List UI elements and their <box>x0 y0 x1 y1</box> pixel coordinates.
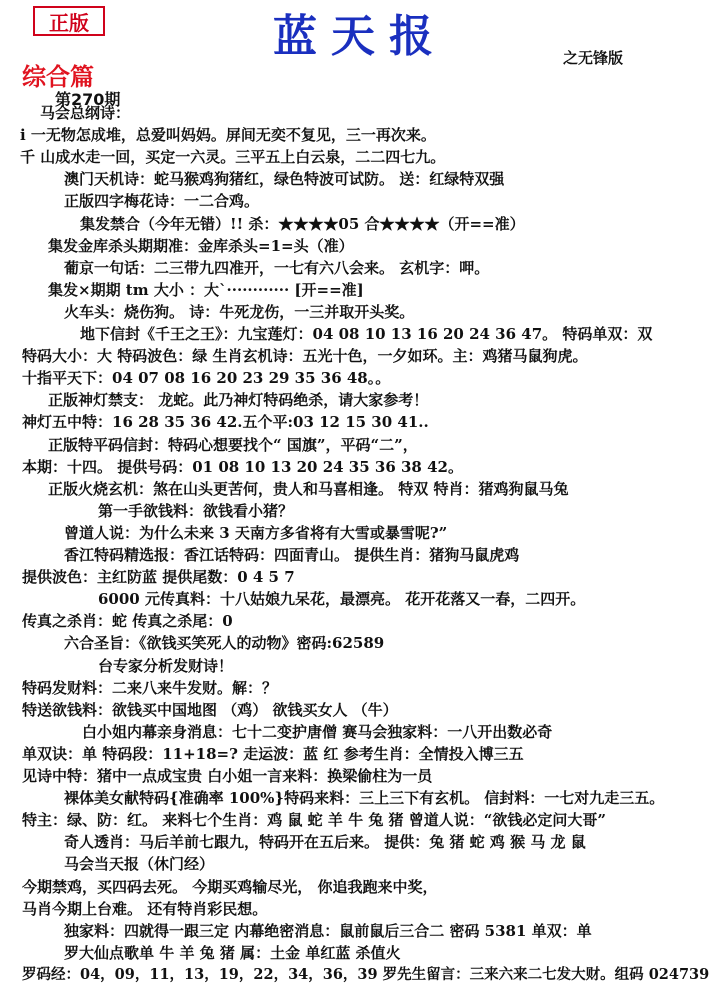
content-line: 罗大仙点歌单 牛 羊 兔 猪 属：土金 单红蓝 杀值火 <box>64 943 401 962</box>
content-line: 葡京一句话：二三带九四准开，一七有六八会来。 玄机字：呷。 <box>64 258 490 277</box>
content-line: 马肖今期上台难。 还有特肖彩民想。 <box>22 899 268 918</box>
content-line: 单双诀：单 特码段：11+18=? 走运波：蓝 红 参考生肖：全情投入博三五 <box>22 744 524 763</box>
content-line: 特主：绿、防：红。 来料七个生肖：鸡 鼠 蛇 羊 牛 兔 猪 曾道人说：“欲钱必定问大哥” <box>22 811 607 830</box>
content-line: i 一无物怎成堆，总爱叫妈妈。屏间无奕不复见，三一再次来。 <box>20 126 436 145</box>
official-edition-badge: 正版 <box>33 6 105 36</box>
content-line: 6000 元传真料：十八姑娘九呆花，最漂亮。 花开花落又一春，二四开。 <box>98 590 586 609</box>
edition-label: 之无锋版 <box>563 49 624 67</box>
content-line: 十指平天下：04 07 08 16 20 23 29 35 36 48。。 <box>22 369 391 388</box>
content-line: 特码发财料：二来八来牛发财。解：？ <box>22 678 278 697</box>
content-line: 白小姐内幕亲身消息：七十二变护唐僧 赛马会独家料：一八开出数必奇 <box>82 722 553 741</box>
content-line: 澳门天机诗：蛇马猴鸡狗猪红，绿色特波可试防。 送：红绿特双强 <box>64 170 505 189</box>
content-line: 正版火烧玄机：煞在山头更苦何，贵人和马喜相逢。 特双 特肖：猪鸡狗鼠马兔 <box>48 479 569 498</box>
content-line: 火车头：烧伤狗。 诗：牛死龙伤，一三并取开头奖。 <box>64 302 415 321</box>
content-line: 见诗中特：猪中一点成宝贵 白小姐一言来料：换梁偷柱为一员 <box>22 767 433 785</box>
newspaper-title: 蓝天报 <box>273 11 447 62</box>
content-line: 集发×期期 tm 大小 ：大`············ [开==准] <box>48 280 364 299</box>
content-line: 香江特码精选报：香江话特码：四面青山。 提供生肖：猪狗马鼠虎鸡 <box>64 546 520 564</box>
content-line: 今期禁鸡，买四码去死。 今期买鸡输尽光， 你追我跑来中奖， <box>22 877 438 896</box>
content-line: 正版四字梅花诗：一二合鸡。 <box>64 192 260 211</box>
content-line: 马会总纲诗： <box>40 104 131 122</box>
content-line: 裸体美女献特码{准确率 100%}特码来料：三上三下有玄机。 信封料：一七对九走三五。 <box>64 789 665 808</box>
content-line: 神灯五中特：16 28 35 36 42.五个平:03 12 15 30 41.. <box>22 413 429 432</box>
content-line: 第一手欲钱料：欲钱看小猪？ <box>98 501 294 520</box>
content-line: 奇人透肖：马后羊前七跟九，特码开在五后来。 提供：兔 猪 蛇 鸡 猴 马 龙 鼠 <box>64 833 586 852</box>
content-line: 曾道人说：为什么未来 3 天南方多省将有大雪或暴雪呢?” <box>64 523 448 542</box>
content-line: 台专家分析发财诗！ <box>98 656 234 675</box>
content-line: 正版特平码信封：特码心想要找个“ 国旗”，平码“二”， <box>48 435 418 454</box>
content-line: 马会当天报（休门经） <box>64 855 215 874</box>
content-line: 千 山成水走一回，买定一六灵。三平五上白云泉，二二四七九。 <box>20 148 446 167</box>
content-line: 集发禁合（今年无错）!! 杀：★★★★05 合★★★★（开==准） <box>80 214 525 233</box>
content-line: 集发金库杀头期期准：金库杀头=1=头（准） <box>48 236 354 255</box>
issue-number: 第270期 <box>55 90 121 109</box>
content-line: 罗码经：04，09，11，13，19，22，34，36，39 罗先生留言：三来六来二七发大财。组码 024739 <box>22 965 710 983</box>
content-line: 正版神灯禁支： 龙蛇。此乃神灯特码绝杀，请大家参考！ <box>48 391 429 410</box>
content-line: 本期：十四。 提供号码：01 08 10 13 20 24 35 36 38 42。 <box>22 457 463 476</box>
content-line: 提供波色：主红防蓝 提供尾数：0 4 5 7 <box>22 568 295 587</box>
content-line: 传真之杀肖：蛇 传真之杀尾：0 <box>22 612 233 631</box>
section-heading: 综合篇 <box>22 62 94 91</box>
content-line: 六合圣旨：《欲钱买笑死人的动物》密码:62589 <box>64 634 385 653</box>
content-line: 地下信封《千王之王》：九宝莲灯：04 08 10 13 16 20 24 36 47。 特码单双：双 <box>80 325 653 343</box>
content-line: 特送欲钱料：欲钱买中国地图 （鸡） 欲钱买女人 （牛） <box>22 700 398 719</box>
content-line: 独家料：四就得一跟三定 内幕绝密消息：鼠前鼠后三合二 密码 5381 单双：单 <box>64 921 592 940</box>
content-line: 特码大小：大 特码波色：绿 生肖玄机诗：五光十色，一夕如环。主：鸡猪马鼠狗虎。 <box>22 347 588 366</box>
